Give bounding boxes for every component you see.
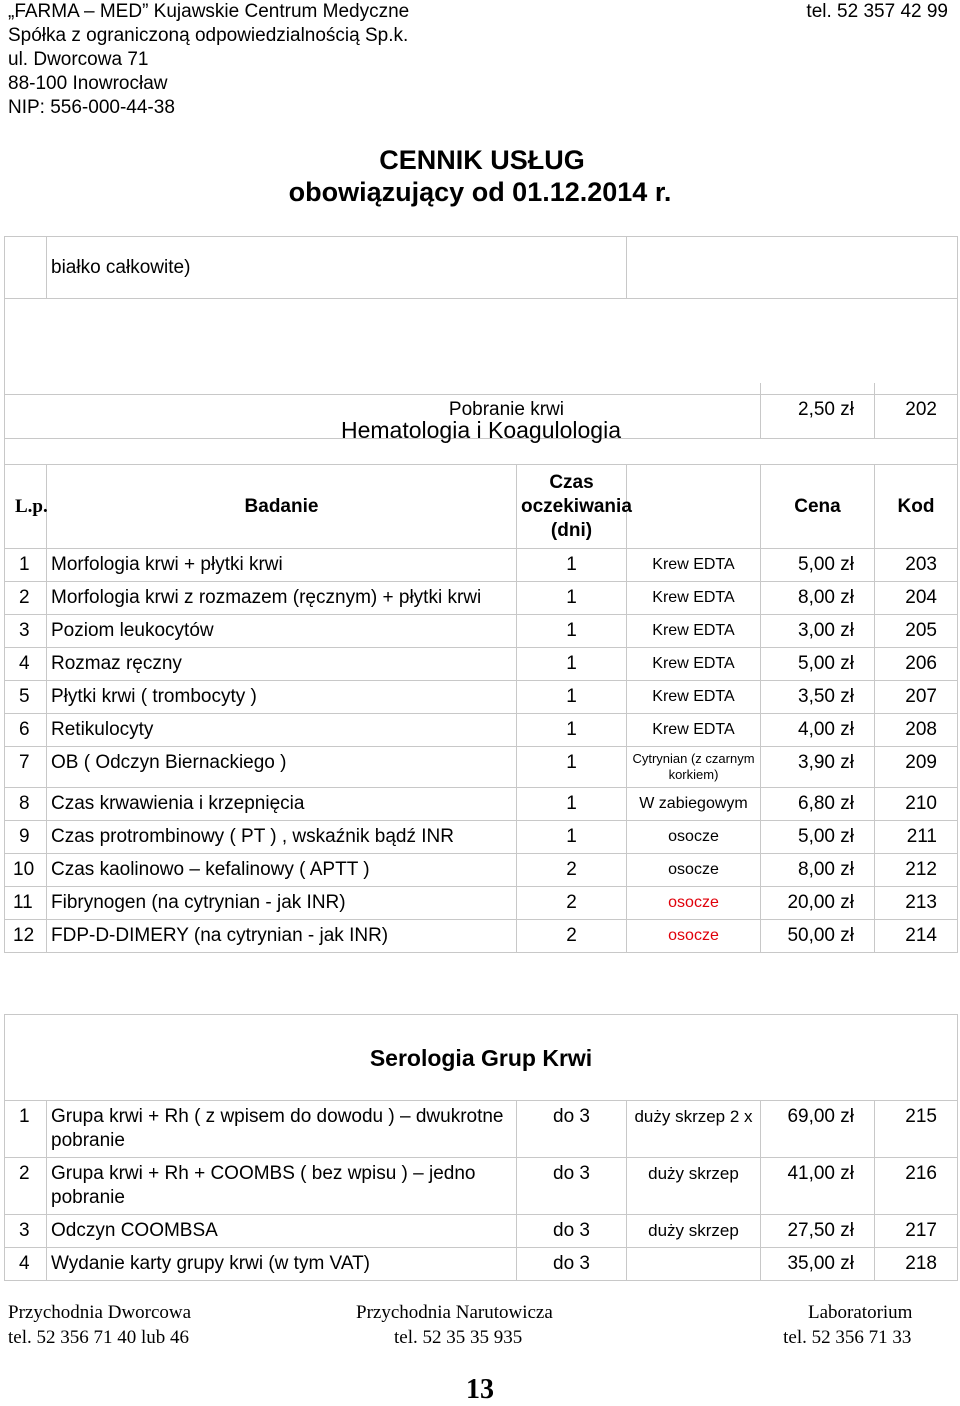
row-material: W zabiegowym (627, 788, 761, 821)
header-cena: Cena (761, 465, 875, 549)
row-lp: 3 (5, 615, 47, 648)
row-material: Krew EDTA (627, 714, 761, 747)
row-price: 6,80 zł (761, 788, 875, 821)
row-name: Wydanie karty grupy krwi (w tym VAT) (47, 1248, 517, 1281)
row-days: 1 (517, 549, 627, 582)
row-material: osocze (627, 854, 761, 887)
footer-lab-name: Laboratorium (808, 1302, 913, 1323)
row-material: Krew EDTA (627, 549, 761, 582)
row-name: Czas krwawienia i krzepnięcia (47, 788, 517, 821)
row-days: 2 (517, 887, 627, 920)
row-lp: 4 (5, 1248, 47, 1281)
row-price: 5,00 zł (761, 821, 875, 854)
row-price: 50,00 zł (761, 920, 875, 953)
row-price: 35,00 zł (761, 1248, 875, 1281)
table-row (5, 681, 958, 714)
table-row (5, 648, 958, 681)
row-lp: 12 (5, 920, 47, 953)
footer-dworcowa-name: Przychodnia Dworcowa (8, 1302, 192, 1323)
row-code: 212 (875, 854, 958, 887)
table-row (5, 1215, 958, 1248)
row-price: 3,00 zł (761, 615, 875, 648)
row-code: 217 (875, 1215, 958, 1248)
row-price: 8,00 zł (761, 854, 875, 887)
footer-dworcowa-tel: tel. 52 356 71 40 lub 46 (8, 1327, 190, 1348)
row-code: 209 (875, 747, 958, 788)
company-name: „FARMA – MED” Kujawskie Centrum Medyczne (8, 1, 410, 22)
row-days: 1 (517, 681, 627, 714)
footer-lab-tel: tel. 52 356 71 33 (783, 1327, 912, 1348)
row-code: 205 (875, 615, 958, 648)
row-price: 5,00 zł (761, 549, 875, 582)
row-name: Płytki krwi ( trombocyty ) (47, 681, 517, 714)
company-legal-form: Spółka z ograniczoną odpowiedzialnością Sp.k. (8, 25, 409, 46)
company-phone: tel. 52 357 42 99 (806, 1, 948, 22)
footer-col-narutowicza (356, 1300, 553, 1350)
row-days: 2 (517, 854, 627, 887)
table-row (5, 821, 958, 854)
table-row (5, 549, 958, 582)
table-row (5, 714, 958, 747)
row-name: Morfologia krwi z rozmazem (ręcznym) + płytki krwi (47, 582, 517, 615)
company-info (8, 0, 409, 120)
table-row (5, 1248, 958, 1281)
company-street: ul. Dworcowa 71 (8, 49, 149, 70)
row-name: Grupa krwi + Rh + COOMBS ( bez wpisu ) – jedno pobranie (47, 1158, 517, 1215)
header-material (627, 465, 761, 549)
page-subtitle: obowiązujący od 01.12.2014 r. (288, 177, 672, 207)
header-czas: Czas oczekiwania (dni) (517, 465, 627, 549)
row-material: duży skrzep (627, 1215, 761, 1248)
pobranie-code: 202 (875, 383, 958, 439)
row-lp: 7 (5, 747, 47, 788)
row-name: Odczyn COOMBSA (47, 1215, 517, 1248)
row-material: duży skrzep 2 x (627, 1101, 761, 1158)
table-row (5, 1158, 958, 1215)
serology-rows (5, 1101, 958, 1281)
page-number: 13 (466, 1374, 494, 1405)
row-name: OB ( Odczyn Biernackiego ) (47, 747, 517, 788)
row-lp: 1 (5, 549, 47, 582)
row-days: 1 (517, 714, 627, 747)
company-nip: NIP: 556-000-44-38 (8, 97, 175, 118)
row-code: 208 (875, 714, 958, 747)
table-row (5, 1101, 958, 1158)
row-name: Czas kaolinowo – kefalinowy ( APTT ) (47, 854, 517, 887)
row-lp: 3 (5, 1215, 47, 1248)
row-code: 215 (875, 1101, 958, 1158)
row-lp: 6 (5, 714, 47, 747)
row-material (627, 1248, 761, 1281)
row-lp: 1 (5, 1101, 47, 1158)
row-material: Krew EDTA (627, 681, 761, 714)
table-row (5, 887, 958, 920)
row-days: do 3 (517, 1158, 627, 1215)
hematology-rows (5, 549, 958, 953)
row-material: osocze (627, 887, 761, 920)
table-row (5, 582, 958, 615)
row-price: 3,90 zł (761, 747, 875, 788)
row-material: duży skrzep (627, 1158, 761, 1215)
row-days: 1 (517, 788, 627, 821)
table-row (5, 920, 958, 953)
serology-table (4, 1014, 958, 1281)
row-price: 27,50 zł (761, 1215, 875, 1248)
row-days: 2 (517, 920, 627, 953)
row-days: 1 (517, 747, 627, 788)
table-row (5, 615, 958, 648)
row-price: 20,00 zł (761, 887, 875, 920)
table-row (5, 788, 958, 821)
row-material: Cytrynian (z czarnym korkiem) (627, 747, 761, 788)
row-code: 218 (875, 1248, 958, 1281)
footer-col-laboratorium (782, 1300, 912, 1350)
row-days: do 3 (517, 1101, 627, 1158)
row-name: Fibrynogen (na cytrynian - jak INR) (47, 887, 517, 920)
row-material: Krew EDTA (627, 648, 761, 681)
hematology-table (4, 394, 958, 953)
row-code: 206 (875, 648, 958, 681)
row-days: 1 (517, 615, 627, 648)
table-row (5, 747, 958, 788)
table-row (5, 854, 958, 887)
footer-narutowicza-tel: tel. 52 35 35 935 (394, 1327, 523, 1348)
row-name: FDP-D-DIMERY (na cytrynian - jak INR) (47, 920, 517, 953)
row-code: 213 (875, 887, 958, 920)
row-days: 1 (517, 582, 627, 615)
footer-narutowicza-name: Przychodnia Narutowicza (356, 1302, 553, 1323)
header-lp: L.p. (5, 465, 47, 549)
row-material: osocze (627, 821, 761, 854)
row-material: Krew EDTA (627, 582, 761, 615)
row-price: 41,00 zł (761, 1158, 875, 1215)
header-badanie: Badanie (47, 465, 517, 549)
pobranie-label: Pobranie krwi (5, 383, 761, 439)
row-lp: 9 (5, 821, 47, 854)
row-price: 4,00 zł (761, 714, 875, 747)
row-name: Rozmaz ręczny (47, 648, 517, 681)
row-price: 3,50 zł (761, 681, 875, 714)
serology-section-title: Serologia Grup Krwi (5, 1015, 958, 1101)
row-days: 1 (517, 648, 627, 681)
row-price: 5,00 zł (761, 648, 875, 681)
row-code: 214 (875, 920, 958, 953)
row-lp: 5 (5, 681, 47, 714)
row-lp: 2 (5, 1158, 47, 1215)
row-code: 216 (875, 1158, 958, 1215)
row-name: Poziom leukocytów (47, 615, 517, 648)
footer-col-dworcowa (8, 1300, 191, 1350)
row-code: 204 (875, 582, 958, 615)
row-code: 211 (875, 821, 958, 854)
row-name: Morfologia krwi + płytki krwi (47, 549, 517, 582)
row-code: 203 (875, 549, 958, 582)
row-days: do 3 (517, 1248, 627, 1281)
header-kod: Kod (875, 465, 958, 549)
row-lp: 2 (5, 582, 47, 615)
row-name: Czas protrombinowy ( PT ) , wskaźnik bądź INR (47, 821, 517, 854)
row-price: 69,00 zł (761, 1101, 875, 1158)
row-material: Krew EDTA (627, 615, 761, 648)
fragment-text: białko całkowite) (47, 237, 627, 299)
hematology-section-title: Hematologia i Koagulologia (5, 395, 958, 465)
row-code: 207 (875, 681, 958, 714)
pobranie-price: 2,50 zł (761, 383, 875, 439)
row-days: do 3 (517, 1215, 627, 1248)
row-days: 1 (517, 821, 627, 854)
page-title: CENNIK USŁUG (379, 145, 585, 175)
row-lp: 11 (5, 887, 47, 920)
row-code: 210 (875, 788, 958, 821)
row-lp: 10 (5, 854, 47, 887)
row-material: osocze (627, 920, 761, 953)
row-lp: 8 (5, 788, 47, 821)
row-name: Retikulocyty (47, 714, 517, 747)
company-city: 88-100 Inowrocław (8, 73, 168, 94)
row-lp: 4 (5, 648, 47, 681)
row-price: 8,00 zł (761, 582, 875, 615)
row-name: Grupa krwi + Rh ( z wpisem do dowodu ) – dwukrotne pobranie (47, 1101, 517, 1158)
